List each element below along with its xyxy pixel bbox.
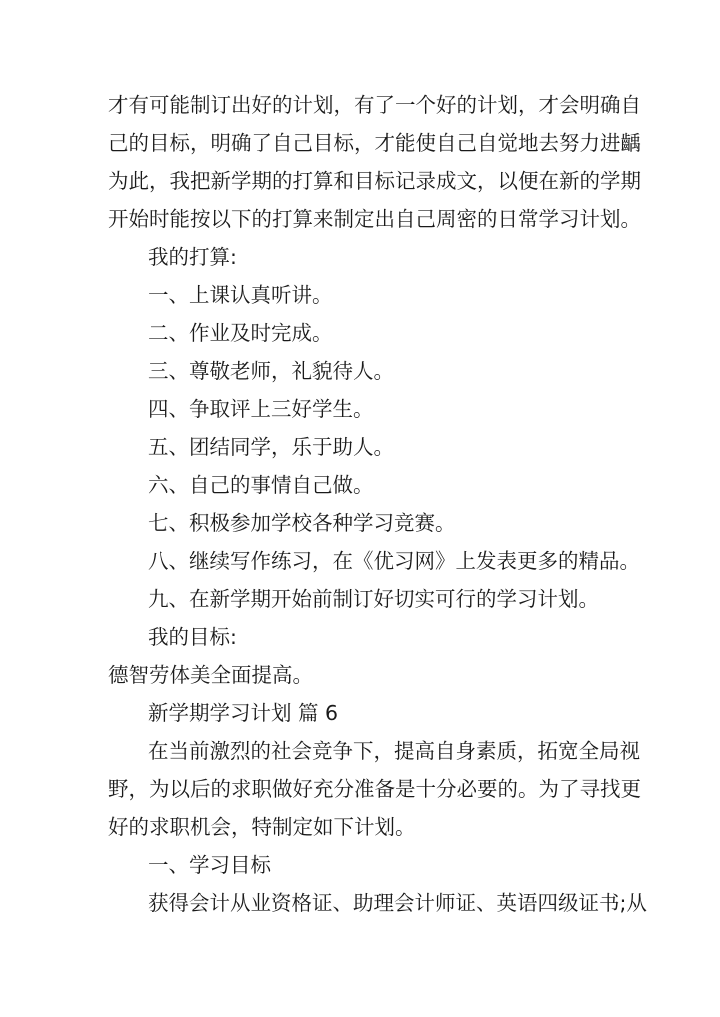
section-heading-goals: 我的目标: xyxy=(148,625,237,649)
paragraph-line: 好的求职机会，特制定如下计划。 xyxy=(108,815,416,839)
section-heading-plans: 我的打算: xyxy=(148,245,237,269)
document-page xyxy=(108,86,647,922)
list-item: 六、自己的事情自己做。 xyxy=(148,473,374,497)
list-item: 九、在新学期开始前制订好切实可行的学习计划。 xyxy=(148,587,599,611)
paragraph-line: 开始时能按以下的打算来制定出自己周密的日常学习计划。 xyxy=(108,207,641,231)
paragraph-line: 在当前激烈的社会竞争下，提高自身素质，拓宽全局视 xyxy=(148,739,640,763)
paragraph-line: 获得会计从业资格证、助理会计师证、英语四级证书;从 xyxy=(148,891,647,915)
list-item: 八、继续写作练习，在《优习网》上发表更多的精品。 xyxy=(148,549,640,573)
list-item: 七、积极参加学校各种学习竞赛。 xyxy=(148,511,456,535)
paragraph-line: 为此，我把新学期的打算和目标记录成文，以便在新的学期 xyxy=(108,169,641,193)
list-item: 一、上课认真听讲。 xyxy=(148,283,333,307)
article-title: 新学期学习计划 篇 6 xyxy=(148,701,339,725)
paragraph-line: 德智劳体美全面提高。 xyxy=(108,663,313,687)
section-heading-study-goals: 一、学习目标 xyxy=(148,853,271,877)
list-item: 二、作业及时完成。 xyxy=(148,321,333,345)
list-item: 五、团结同学，乐于助人。 xyxy=(148,435,394,459)
paragraph-line: 野，为以后的求职做好充分准备是十分必要的。为了寻找更 xyxy=(108,777,641,801)
paragraph-line: 己的目标，明确了自己目标，才能使自己自觉地去努力进齲 xyxy=(108,131,641,155)
list-item: 四、争取评上三好学生。 xyxy=(148,397,374,421)
paragraph-line: 才有可能制订出好的计划，有了一个好的计划，才会明确自 xyxy=(108,93,641,117)
list-item: 三、尊敬老师，礼貌待人。 xyxy=(148,359,394,383)
